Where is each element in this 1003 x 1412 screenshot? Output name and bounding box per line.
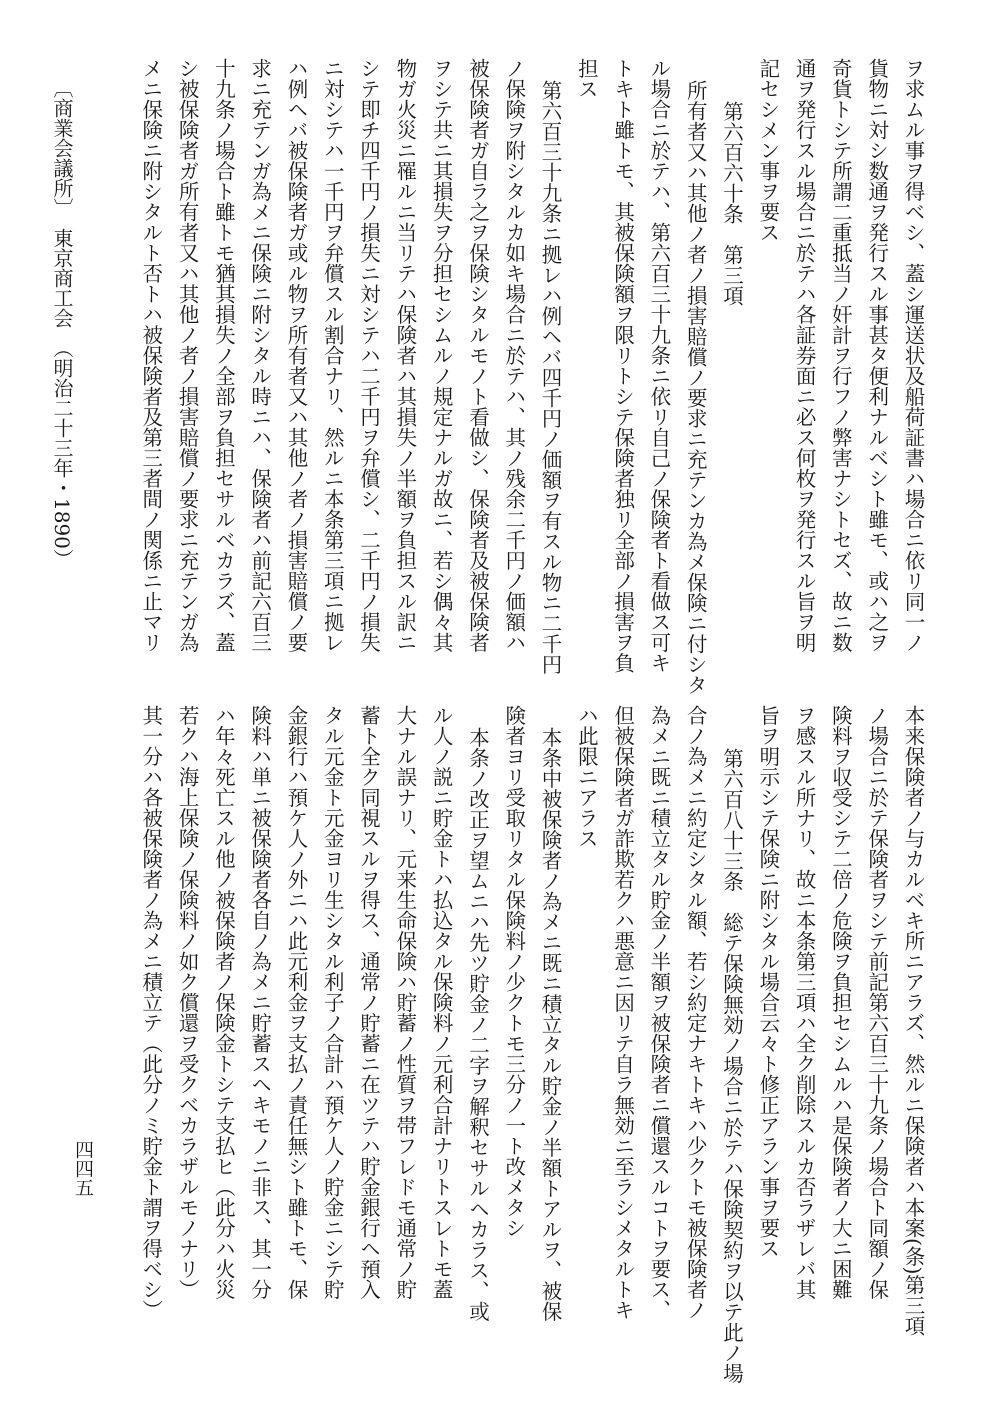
text-line: ニ対シテハ一千円ヲ弁償スル割合ナリ、然ルニ本条第三項ニ拠レ: [320, 58, 345, 653]
text-line: ノ保険ヲ附シタルカ如キ場合ニ於テハ、其ノ残余二千円ノ価額ハ: [501, 58, 526, 653]
text-line: 為メニ既ニ積立タル貯金ノ半額ヲ被保険者ニ償還スルコトヲ要ス、: [646, 705, 671, 1320]
text-line: ノ場合ニ於テ保険者ヲシテ前記第六百三十九条ノ場合ト同額ノ保: [864, 705, 889, 1300]
text-line: 担ス: [574, 58, 599, 99]
text-line: 険者ヨリ受取リタル保険料ノ少クトモ三分ノ一ト改メタシ: [501, 705, 526, 1238]
text-line: ル場合ニ於テハ、第六百三十九条ニ依リ自己ノ保険者ト看做ス可キ: [646, 58, 671, 673]
text-line: 求ニ充テンガ為メニ保険ニ附シタル時ニハ、保険者ハ前記六百三: [247, 58, 272, 653]
text-line: 貨物ニ対シ数通ヲ発行スル事甚タ便利ナルベシト雖モ、或ハ之ヲ: [864, 58, 889, 653]
text-line: 奇貨トシテ所謂二重抵当ノ奸計ヲ行フノ弊害ナシトセズ、故ニ数: [828, 58, 853, 653]
text-line: 第六百六十条 第三項: [719, 101, 744, 307]
text-line: ル人ノ説ニ貯金トハ払込タル保険料ノ元利合計ナリトスレトモ蓋: [429, 705, 454, 1300]
text-line: ヲ求ムル事ヲ得ベシ、蓋シ運送状及船荷証書ハ場合ニ依リ同一ノ: [901, 58, 925, 653]
text-line: 大ナル誤ナリ、元来生命保険ハ貯蓄ノ性質ヲ帯フレドモ通常ノ貯: [392, 705, 417, 1300]
text-line: タル元金ト元金ヨリ生シタル利子ノ合計ハ預ケ人ノ貯金ニシテ貯: [320, 705, 345, 1300]
text-line: 険料ハ単ニ被保険者各自ノ為メニ貯蓄スヘキモノニ非ス、其一分: [247, 705, 272, 1300]
text-line: 通ヲ発行スル場合ニ於テハ各証券面ニ必ス何枚ヲ発行スル旨ヲ明: [792, 58, 817, 653]
text-line: 本条ノ改正ヲ望ムニハ先ツ貯金ノ二字ヲ解釈セサルヘカラス、或: [465, 726, 490, 1322]
text-line: 第六百三十九条ニ拠レハ例ヘバ四千円ノ価額ヲ有スル物ニ二千円: [538, 79, 563, 675]
text-line: ハ年々死亡スル他ノ被保険者ノ保険金トシテ支払ヒ（此分ハ火災: [211, 705, 236, 1300]
text-line: 金銀行ハ預ケ人ノ外ニハ此元利金ヲ支払ノ責任無シト雖トモ、保: [283, 705, 308, 1300]
text-line: ヲ感スル所ナリ、故ニ本条第三項ハ全ク削除スルカ否ラザレバ其: [792, 705, 817, 1300]
text-line: 被保険者ガ自ラ之ヲ保険シタルモノト看做シ、保険者及被保険者: [465, 58, 490, 653]
text-line: 記セシメン事ヲ要ス: [755, 58, 780, 243]
page-number: 四四五: [72, 1140, 94, 1197]
text-line: メニ保険ニ附シタルト否トハ被保険者及第三者間ノ関係ニ止マリ: [138, 58, 163, 653]
text-line: 若クハ海上保険ノ保険料ノ如ク償還ヲ受クベカラザルモノナリ）: [175, 705, 200, 1300]
text-line: 但被保険者ガ詐欺若クハ悪意ニ因リテ自ラ無効ニ至ラシメタルトキ: [610, 705, 635, 1320]
text-line: 本来保険者ノ与カルベキ所ニアラズ、然ルニ保険者ハ本案(条)第三項: [901, 705, 925, 1336]
text-line: 所有者又ハ其他ノ者ノ損害賠償ノ要求ニ充テンカ為メ保険ニ付シタ: [683, 79, 708, 695]
text-line: 合ノ為メニ約定シタル額、若シ約定ナキトキハ少クトモ被保険者ノ: [683, 705, 708, 1320]
text-line: 蓄ト全ク同視スルヲ得ス、通常ノ貯蓄ニ在ツテハ貯金銀行ヘ預入: [356, 705, 381, 1300]
text-line: シテ即チ四千円ノ損失ニ対シテハ二千円ヲ弁償シ、二千円ノ損失: [356, 58, 381, 653]
text-line: シ被保険者ガ所有者又ハ其他ノ者ノ損害賠償ノ要求ニ充テンガ為: [175, 58, 200, 653]
upper-text-block: [132, 58, 931, 695]
text-line: 険料ヲ収受シテ二倍ノ危険ヲ負担セシムルハ是保険者ノ大ニ困難: [828, 705, 853, 1300]
text-line: ヲシテ共ニ其損失ヲ分担セシムルノ規定ナルガ故ニ、若シ偶々其: [429, 58, 454, 653]
text-line: 本条中被保険者ノ為メニ既ニ積立タル貯金ノ半額トアルヲ、被保: [538, 726, 563, 1322]
text-line: 第六百八十三条 総テ保険無効ノ場合ニ於テハ保険契約ヲ以テ此ノ場: [719, 748, 744, 1384]
text-line: ハ例ヘバ被保険者ガ或ル物ヲ所有者又ハ其他ノ者ノ損害賠償ノ要: [283, 58, 308, 653]
text-line: 其一分ハ各被保険者ノ為メニ積立テ（此分ノミ貯金ト謂ヲ得ベシ）: [138, 705, 163, 1320]
source-citation: 〔商業会議所〕 東京商工会 （明治二十三年・1890）: [50, 78, 74, 569]
text-line: ハ此限ニアラス: [574, 705, 599, 849]
text-line: 物ガ火災ニ罹ルニ当リテハ保険者ハ其損失ノ半額ヲ負担スル訳ニ: [392, 58, 417, 653]
text-line: 旨ヲ明示シテ保険ニ附シタル場合云々ト修正アラン事ヲ要ス: [755, 705, 780, 1259]
lower-text-block: [132, 705, 931, 1384]
text-line: トキト雖トモ、其被保険額ヲ限リトシテ保険者独リ全部ノ損害ヲ負: [610, 58, 635, 673]
text-line: 十九条ノ場合ト雖トモ猶其損失ノ全部ヲ負担セサルベカラズ、蓋: [211, 58, 236, 653]
